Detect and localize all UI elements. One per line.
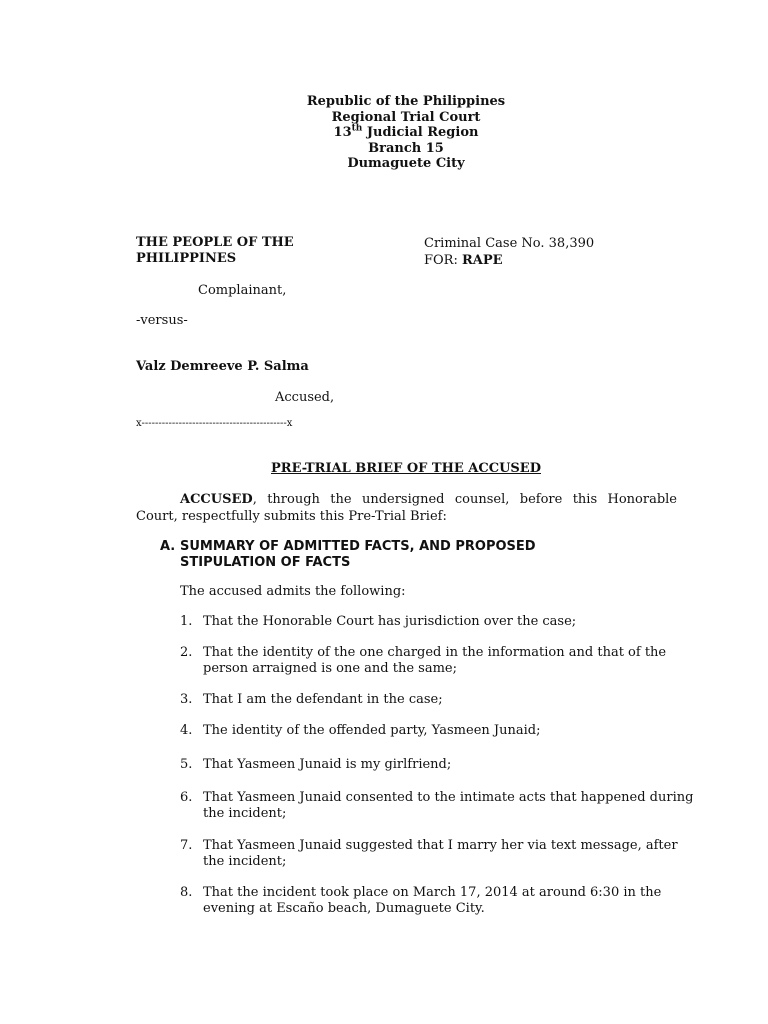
plaintiff-line-2: PHILIPPINES: [136, 251, 237, 266]
list-item: [180, 790, 700, 822]
case-charge: [424, 252, 594, 269]
item-text: That I am the defendant in the case;: [203, 692, 443, 707]
intro-lead: ACCUSED: [180, 492, 253, 507]
item-number: 5.: [180, 757, 193, 772]
item-number: 3.: [180, 692, 193, 707]
case-info: [424, 235, 594, 269]
item-text: That the Honorable Court has jurisdiction over the case;: [203, 614, 577, 629]
charge-label: FOR:: [424, 253, 462, 268]
intro-paragraph: [136, 492, 677, 525]
list-item: [180, 614, 700, 630]
item-text: That Yasmeen Junaid suggested that I marry her via text message, after the incident;: [203, 838, 678, 869]
header-region-number: 13: [333, 125, 352, 140]
item-text: That Yasmeen Junaid consented to the intimate acts that happened during the incident;: [203, 790, 694, 821]
header-region: [0, 125, 768, 141]
list-item: [180, 645, 700, 677]
plaintiff-line-1: THE PEOPLE OF THE: [136, 235, 294, 250]
item-text: That the incident took place on March 17, 2014 at around 6:30 in the evening at Escaño beach, Dumaguete City.: [203, 885, 662, 916]
case-number: Criminal Case No. 38,390: [424, 236, 595, 251]
header-branch: Branch 15: [368, 140, 444, 156]
section-a-heading: [160, 539, 536, 571]
section-a-line-1: SUMMARY OF ADMITTED FACTS, AND PROPOSED: [180, 539, 536, 554]
header-city: Dumaguete City: [347, 156, 465, 171]
admits-intro: The accused admits the following:: [180, 584, 406, 599]
list-item: [180, 838, 700, 870]
plaintiff-name: [136, 235, 294, 267]
charge-value: RAPE: [461, 253, 503, 268]
item-number: 7.: [180, 838, 193, 853]
complainant-label: Complainant,: [198, 283, 287, 298]
item-number: 2.: [180, 645, 193, 660]
accused-label: Accused,: [275, 390, 335, 405]
intro-text: , through the undersigned counsel, before this Honorable Court, respectfully submits this Pre-Trial Brief:: [136, 492, 677, 524]
section-a-letter: A.: [160, 539, 176, 554]
item-number: 4.: [180, 723, 193, 738]
header-region-suffix: th: [351, 123, 363, 134]
list-item: [180, 757, 700, 773]
item-number: 1.: [180, 614, 193, 629]
versus-label: -versus-: [136, 313, 188, 328]
list-item: [180, 723, 700, 739]
item-text: That the identity of the one charged in the information and that of the person arraigned is one and the same;: [203, 645, 667, 676]
caption-separator: x-------------------------------------------x: [136, 418, 293, 429]
document-title: PRE-TRIAL BRIEF OF THE ACCUSED: [271, 461, 541, 476]
item-text: The identity of the offended party, Yasmeen Junaid;: [203, 723, 541, 738]
item-number: 6.: [180, 790, 193, 805]
admitted-facts-list: [180, 614, 700, 917]
section-a-line-2: STIPULATION OF FACTS: [180, 555, 351, 570]
item-number: 8.: [180, 885, 193, 900]
list-item: [180, 885, 700, 917]
list-item: [180, 692, 700, 708]
header-republic: Republic of the Philippines: [306, 94, 506, 109]
accused-name: Valz Demreeve P. Salma: [136, 359, 309, 374]
item-text: That Yasmeen Junaid is my girlfriend;: [203, 757, 452, 772]
court-header: [0, 94, 768, 172]
header-court: Regional Trial Court: [331, 109, 481, 125]
header-region-text: Judicial Region: [362, 125, 479, 140]
